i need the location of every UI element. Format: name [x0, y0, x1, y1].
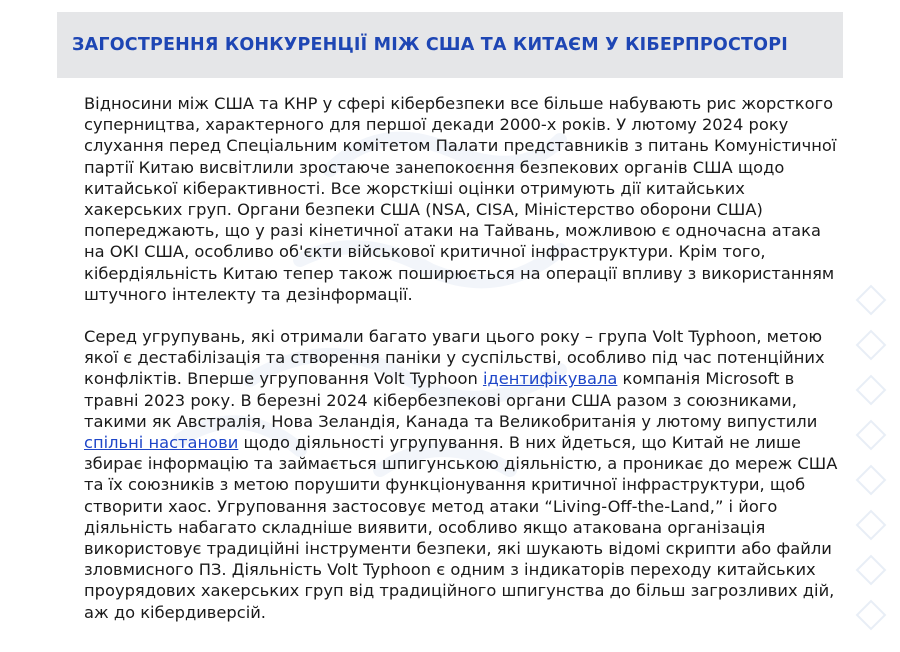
page-title: ЗАГОСТРЕННЯ КОНКУРЕНЦІЇ МІЖ США ТА КИТАЄМ У КІБЕРПРОСТОРІ [72, 35, 788, 55]
link-identified[interactable]: ідентифікувала [482, 369, 618, 389]
paragraph-volt-typhoon [84, 326, 844, 623]
paragraph-text-segment: щодо діяльності угрупування. В них йдеться, що Китай не лише збирає інформацію та займається шпигунською діяльністю, а проникає до мереж США та їх союзників з метою порушити функціонування критичної інфраструктури, щоб створити хаос. Угруповання застосовує метод атаки “Living-Off-the-Land,” і його діяльність набагато складніше виявити, особливо якщо атакована організація використовує традиційні інструменти безпеки, які шукають відомі скрипти або файли зловмисного ПЗ. Діяльність Volt Typhoon є одним з індикаторів переходу китайських проурядових хакерських груп від традиційного шпигунства до більш загрозливих дій, аж до кібердиверсій. [84, 433, 838, 622]
link-joint-guidelines[interactable]: спільні настанови [84, 433, 239, 453]
paragraph-us-china-relations: Відносини між США та КНР у сфері кібербезпеки все більше набувають рис жорсткого суперництва, характерного для першої декади 2000-х років. У лютому 2024 року слухання перед Спеціальним комітетом Палати представників з питань Комуністичної партії Китаю висвітлили зростаюче занепокоєння безпекових органів США щодо китайської кіберактивності. Все жорсткіші оцінки отримують дії китайських хакерських груп. Органи безпеки США (NSA, CISA, Міністерство оборони США) попереджають, що у разі кінетичної атаки на Тайвань, можливою є одночасна атака на ОКІ США, особливо об'єкти військової критичної інфраструктури. Крім того, кібердіяльність Китаю тепер також поширюється на операції впливу з використанням штучного інтелекту та дезінформації. [84, 94, 837, 304]
paragraph-text-segment: Серед угрупувань, які отримали багато уваги цього року – група Volt Typhoon, метою якої є дестабілізація та створення паніки у суспільстві, особливо під час потенційних конфліктів. Вперше угруповання Volt Typhoon [84, 327, 825, 389]
paragraph-text-segment: компанія Microsoft в травні 2023 року. В березні 2024 кібербезпекові органи США разом з союзниками, такими як Австралія, Нова Зеландія, Канада та Великобританія у лютому випустили [84, 369, 818, 431]
title-banner [57, 12, 843, 78]
article-body [84, 93, 844, 623]
